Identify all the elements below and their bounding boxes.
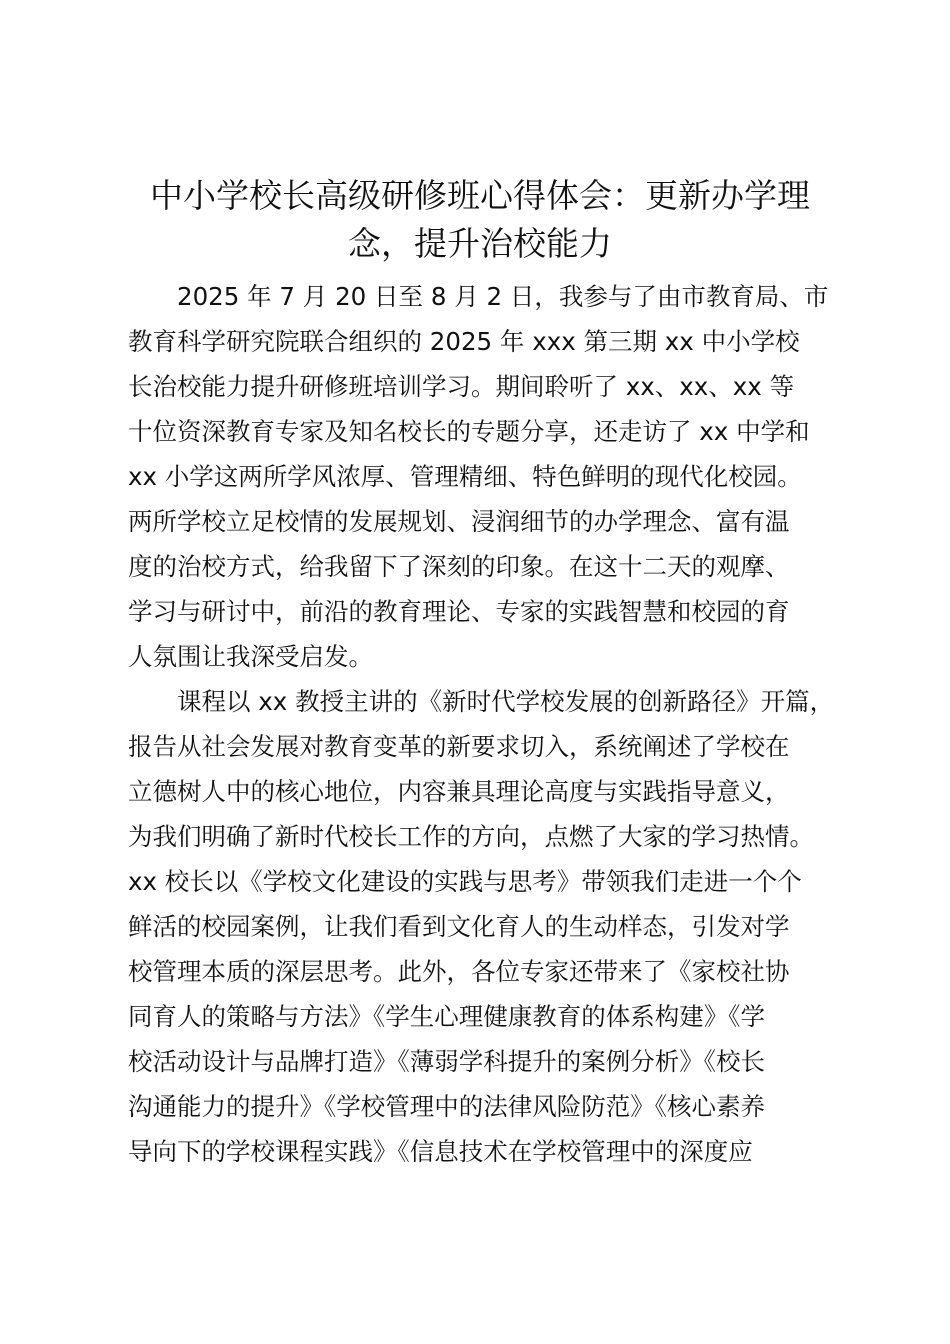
paragraph-2-line: 鲜活的校园案例，让我们看到文化育人的生动样态，引发对学 — [128, 912, 790, 941]
paragraph-2-line: 报告从社会发展对教育变革的新要求切入，系统阐述了学校在 — [128, 732, 790, 761]
paragraph-2-line: 校活动设计与品牌打造》《薄弱学科提升的案例分析》《校长 — [128, 1047, 765, 1076]
paragraph-1-line: 教育科学研究院联合组织的 2025 年 xxx 第三期 xx 中小学校 — [128, 327, 800, 356]
paragraph-2-line: 课程以 xx 教授主讲的《新时代学校发展的创新路径》开篇， — [177, 687, 835, 716]
paragraph-1-line: 度的治校方式，给我留下了深刻的印象。在这十二天的观摩、 — [128, 552, 790, 581]
document-title — [118, 172, 842, 268]
paragraph-2-line: xx 校长以《学校文化建设的实践与思考》带领我们走进一个个 — [128, 867, 802, 896]
title-line-1: 中小学校长高级研修班心得体会：更新办学理 — [150, 176, 810, 215]
paragraph-1-line: 两所学校立足校情的发展规划、浸润细节的办学理念、富有温 — [128, 507, 790, 536]
title-line-2: 念，提升治校能力 — [348, 224, 612, 263]
paragraph-2-line: 为我们明确了新时代校长工作的方向，点燃了大家的学习热情。 — [128, 822, 814, 851]
paragraph-2-line: 校管理本质的深层思考。此外，各位专家还带来了《家校社协 — [128, 957, 790, 986]
paragraph-2-line: 立德树人中的核心地位，内容兼具理论高度与实践指导意义， — [128, 777, 790, 806]
paragraph-1-line: 学习与研讨中，前沿的教育理论、专家的实践智慧和校园的育 — [128, 597, 790, 626]
paragraph-1-line: xx 小学这两所学风浓厚、管理精细、特色鲜明的现代化校园。 — [128, 462, 802, 491]
paragraph-1-line: 人氛围让我深受启发。 — [128, 642, 373, 671]
paragraph-1-line: 2025 年 7 月 20 日至 8 月 2 日，我参与了由市教育局、市 — [177, 282, 829, 311]
paragraph-1-line: 十位资深教育专家及知名校长的专题分享，还走访了 xx 中学和 — [128, 417, 810, 446]
paragraph-2-line: 同育人的策略与方法》《学生心理健康教育的体系构建》《学 — [128, 1002, 765, 1031]
paragraph-2-line: 沟通能力的提升》《学校管理中的法律风险防范》《核心素养 — [128, 1092, 765, 1121]
paragraph-1-line: 长治校能力提升研修班培训学习。期间聆听了 xx、xx、xx 等 — [128, 372, 795, 401]
paragraph-2-line: 导向下的学校课程实践》《信息技术在学校管理中的深度应 — [128, 1137, 753, 1166]
